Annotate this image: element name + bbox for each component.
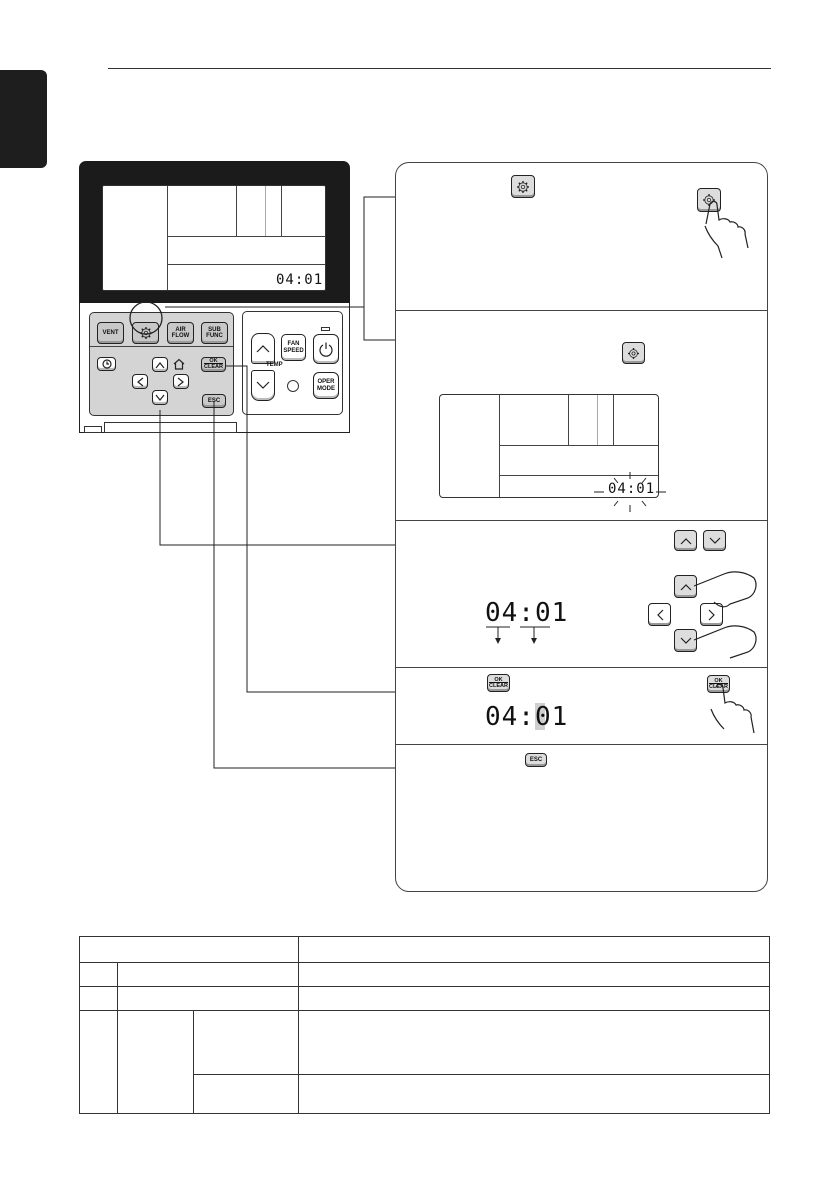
step-divider-1	[395, 310, 768, 311]
table-cell	[194, 1011, 299, 1075]
step4-ok-key: OK CLEAR	[487, 674, 510, 692]
table-cell	[299, 1075, 770, 1114]
step4-time-readout: 04:01	[485, 702, 569, 732]
steps-panel	[395, 162, 768, 892]
sub-func-button[interactable]: SUB FUNC	[201, 322, 228, 344]
settings-gear-icon	[516, 180, 530, 194]
step-divider-2	[395, 520, 768, 521]
step4-press-key: OK CLEAR	[707, 675, 730, 693]
step3-down-key	[703, 530, 726, 551]
esc-button[interactable]: ESC	[202, 394, 226, 408]
air-flow-button[interactable]: AIR FLOW	[167, 322, 194, 344]
table-cell	[80, 963, 118, 987]
table-cell	[118, 987, 299, 1011]
step3-up-key	[674, 530, 697, 551]
step2-settings-key	[622, 342, 645, 364]
vent-button[interactable]: VENT	[97, 322, 124, 344]
settings-gear-icon	[627, 347, 640, 360]
table-cell	[80, 987, 118, 1011]
fan-speed-button[interactable]: FAN SPEED	[281, 334, 306, 361]
up-arrow-icon	[680, 537, 692, 545]
step-divider-4	[395, 744, 768, 745]
table-cell	[299, 963, 770, 987]
hand-pointer-icon	[706, 683, 762, 739]
settings-table	[79, 936, 770, 1114]
hand-pointer-icon	[700, 196, 760, 260]
step5-esc-key: ESC	[525, 753, 547, 767]
table-header-cell	[299, 937, 770, 963]
step-divider-3	[395, 667, 768, 668]
table-cell	[299, 987, 770, 1011]
step3-time-readout: 04:01	[485, 598, 569, 628]
lcd-time-readout: 04:01	[276, 272, 324, 288]
hand-pointer-icon	[690, 566, 762, 660]
table-cell	[118, 1011, 194, 1114]
down-arrow-icon	[709, 537, 721, 545]
table-cell	[118, 963, 299, 987]
oper-mode-button[interactable]: OPER MODE	[313, 372, 339, 399]
table-cell	[194, 1075, 299, 1114]
ok-clear-button[interactable]: OK CLEAR	[201, 357, 226, 372]
temp-label: TEMP	[266, 362, 283, 368]
table-cell	[299, 1011, 770, 1075]
digit-arrows	[484, 625, 556, 647]
step3-pad-left	[648, 603, 671, 626]
step2-time-readout: 04:01	[608, 481, 656, 497]
table-header-cell	[80, 937, 299, 963]
step1-settings-key	[511, 175, 535, 198]
table-cell	[80, 1011, 118, 1114]
blink-indicator-icon	[592, 470, 668, 514]
left-arrow-icon	[656, 609, 664, 621]
